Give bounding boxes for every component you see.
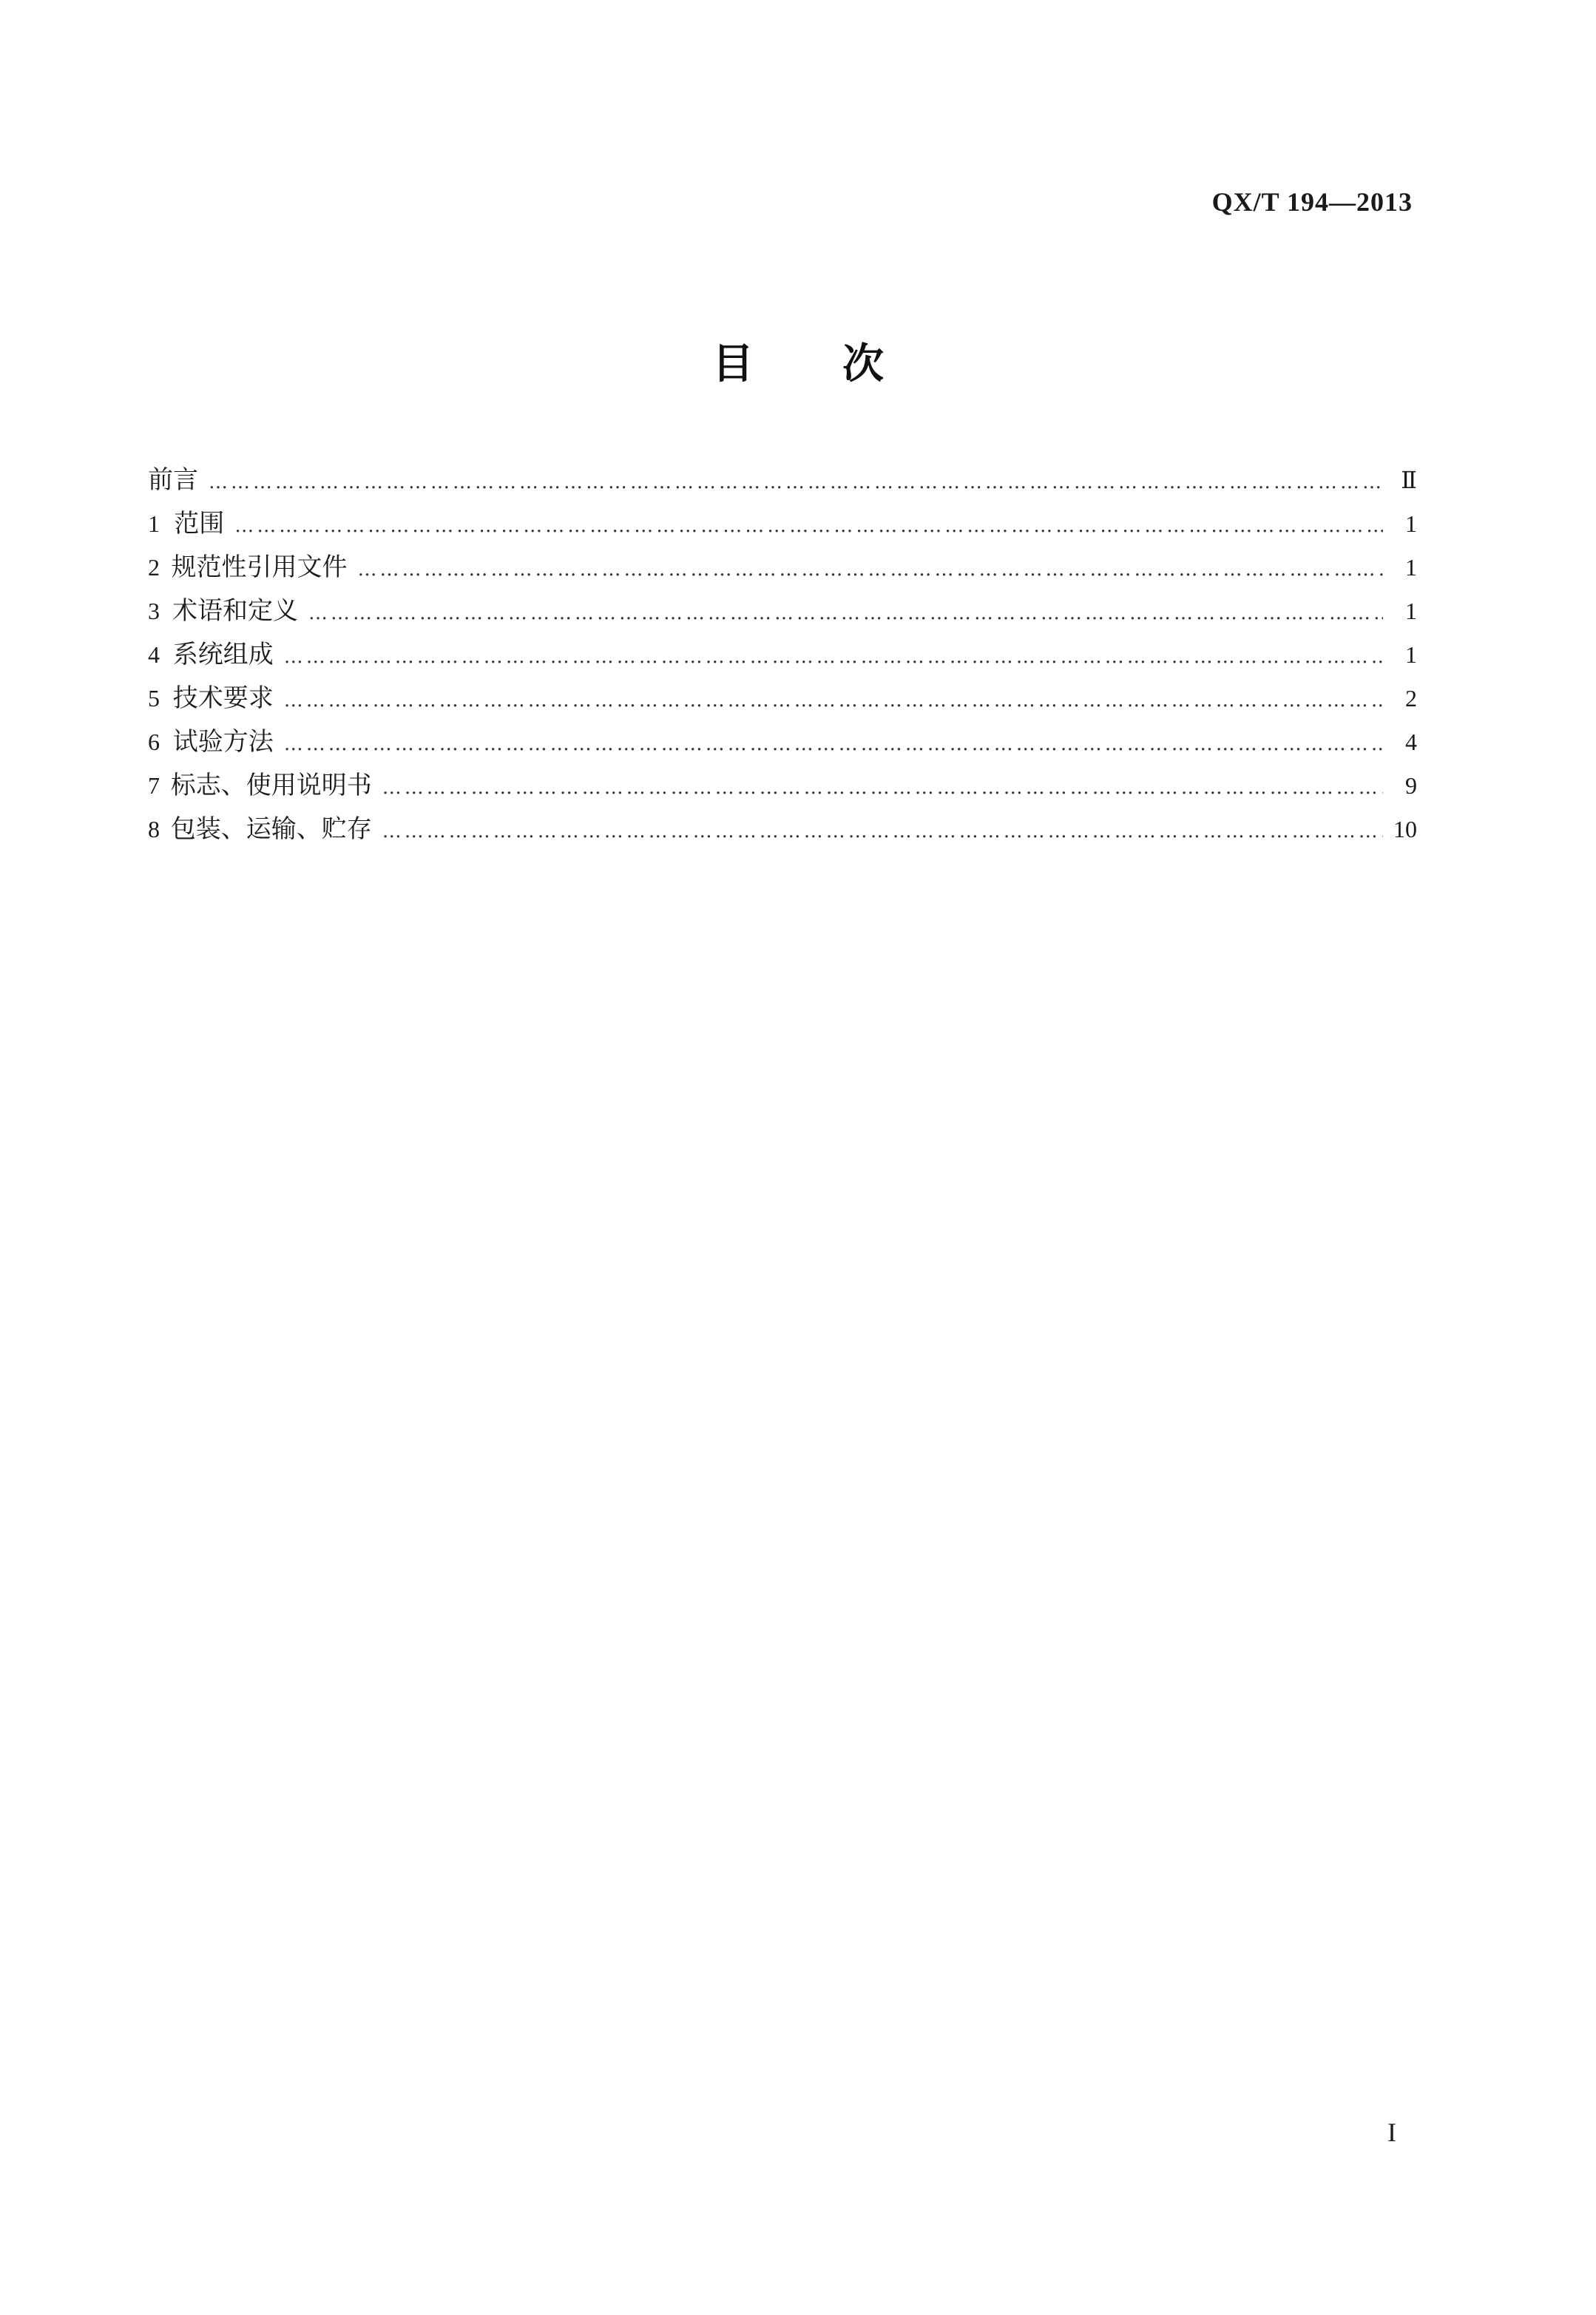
toc-entry-3[interactable] <box>148 589 1417 633</box>
toc-leader-dots <box>284 723 1383 766</box>
toc-entry-text: 前言 <box>148 465 198 495</box>
toc-leader-dots <box>284 679 1383 723</box>
toc-entry-page: 9 <box>1405 772 1417 799</box>
toc-entry-text: 包装、运输、贮存 <box>170 814 372 844</box>
toc-entry-page: 2 <box>1405 685 1417 712</box>
toc-entry-number: 6 <box>148 729 160 755</box>
toc-entry-4[interactable] <box>148 633 1417 677</box>
toc-entry-6[interactable] <box>148 720 1417 764</box>
toc-leader-dots <box>308 592 1383 635</box>
toc-entry-text: 术语和定义 <box>172 596 299 626</box>
toc-entry-text: 技术要求 <box>172 683 274 713</box>
toc-entry-text: 规范性引用文件 <box>171 552 348 582</box>
toc-leader-dots <box>234 504 1383 548</box>
toc-entry-page: 1 <box>1405 641 1417 668</box>
toc-entry-1[interactable] <box>148 502 1417 546</box>
toc-title: 目次 <box>712 340 973 388</box>
toc-entry-page: 10 <box>1393 816 1417 842</box>
toc-entry-8[interactable] <box>148 808 1417 851</box>
toc-entry-5[interactable] <box>148 677 1417 720</box>
toc-entry-number: 1 <box>148 510 160 537</box>
toc-entry-page: 1 <box>1405 598 1417 624</box>
toc-entry-number: 2 <box>148 554 160 581</box>
toc-leader-dots <box>358 548 1383 592</box>
toc-entry-number: 8 <box>148 816 160 842</box>
toc-leader-dots <box>209 461 1383 504</box>
toc-entry-text: 标志、使用说明书 <box>170 771 372 800</box>
toc-entry-2[interactable] <box>148 546 1417 589</box>
toc-entry-number: 5 <box>148 685 160 712</box>
toc-entry-page: 1 <box>1405 510 1417 537</box>
toc-entry-text: 范围 <box>174 509 225 538</box>
page-number: I <box>1387 2118 1396 2147</box>
toc-entry-text: 试验方法 <box>172 727 274 757</box>
toc-leader-dots <box>382 810 1383 854</box>
toc-leader-dots <box>284 635 1383 679</box>
toc-entry-page: 1 <box>1405 554 1417 581</box>
standard-code: QX/T 194—2013 <box>1211 187 1413 217</box>
table-of-contents <box>148 459 1417 851</box>
toc-entry-number: 3 <box>148 598 160 624</box>
toc-entry-text: 系统组成 <box>172 640 274 669</box>
toc-entry-page: Ⅱ <box>1401 467 1417 493</box>
toc-entry-foreword[interactable] <box>148 459 1417 502</box>
toc-entry-page: 4 <box>1405 729 1417 755</box>
toc-entry-number: 7 <box>148 772 160 799</box>
toc-leader-dots <box>382 766 1383 810</box>
toc-entry-7[interactable] <box>148 764 1417 808</box>
toc-entry-number: 4 <box>148 641 160 668</box>
